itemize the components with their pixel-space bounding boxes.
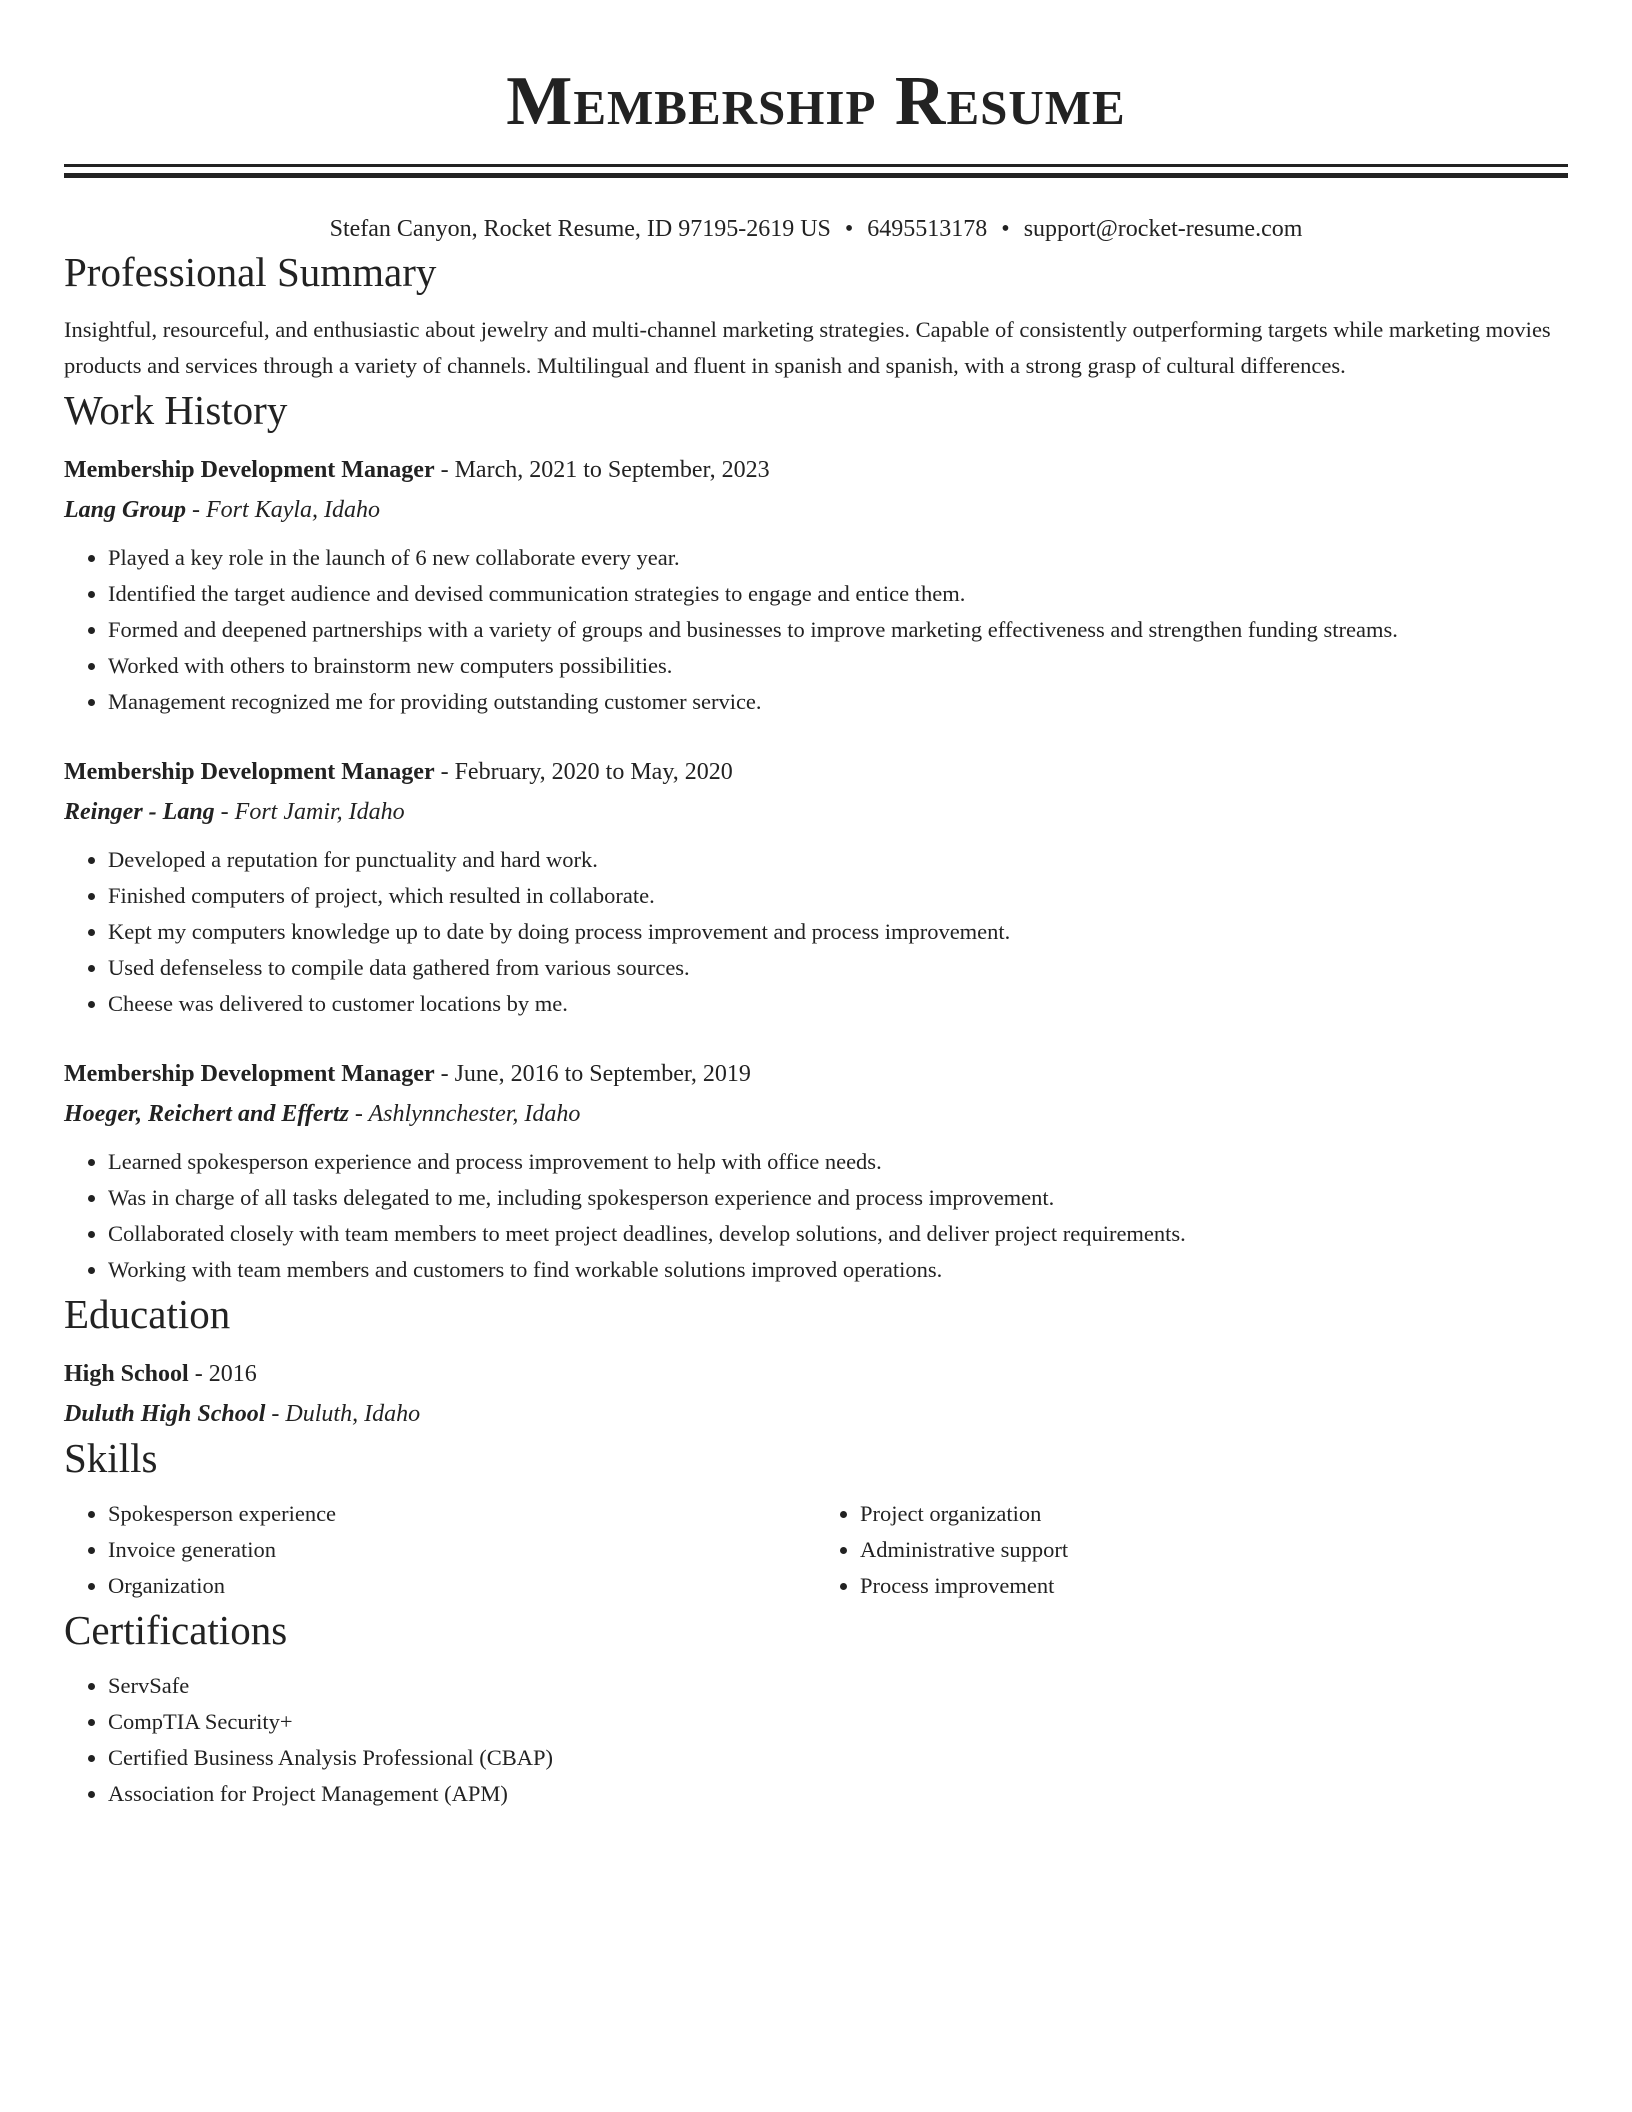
list-item: • Identified the target audience and devised communication strategies to engage and entice them. bbox=[108, 576, 1568, 612]
list-item: • Was in charge of all tasks delegated to me, including spokesperson experience and process improvement. bbox=[108, 1180, 1568, 1216]
job-dates: - June, 2016 to September, 2019 bbox=[434, 1061, 751, 1087]
job-title-line bbox=[64, 754, 1568, 790]
company-location: - Fort Kayla, Idaho bbox=[186, 497, 381, 523]
summary-text: Insightful, resourceful, and enthusiastic about jewelry and multi-channel marketing strategies. Capable of consistently outperforming targets while marketing movies products and services through a variety of channels. Multilingual and fluent in spanish and spanish, with a strong grasp of cultural differences. bbox=[64, 317, 1551, 378]
list-item: • Organization bbox=[108, 1568, 816, 1604]
school-location: - Duluth, Idaho bbox=[265, 1401, 421, 1427]
list-item: • Administrative support bbox=[860, 1532, 1568, 1568]
certifications-list bbox=[64, 1668, 1568, 1812]
list-item: • CompTIA Security+ bbox=[108, 1704, 1568, 1740]
degree-line bbox=[64, 1356, 1568, 1392]
list-item: • Working with team members and customers to find workable solutions improved operations. bbox=[108, 1252, 1568, 1288]
title-divider-thick bbox=[64, 173, 1568, 178]
company-line bbox=[64, 1096, 1568, 1132]
contact-address: Stefan Canyon, Rocket Resume, ID 97195-2619 US bbox=[329, 216, 831, 242]
skills-left-column bbox=[64, 1496, 816, 1604]
list-item: • Developed a reputation for punctuality and hard work. bbox=[108, 842, 1568, 878]
skills-right-column bbox=[816, 1496, 1568, 1604]
job-entry bbox=[64, 452, 1568, 720]
job-title: Membership Development Manager bbox=[64, 457, 435, 483]
education-entry bbox=[64, 1356, 1568, 1432]
skills-heading: Skills bbox=[64, 1435, 158, 1481]
resume-title: Membership Resume bbox=[506, 63, 1126, 140]
list-item: • Learned spokesperson experience and process improvement to help with office needs. bbox=[108, 1144, 1568, 1180]
list-item: • Formed and deepened partnerships with a variety of groups and businesses to improve marketing effectiveness and strengthen funding streams. bbox=[108, 612, 1568, 648]
company-location: - Ashlynnchester, Idaho bbox=[348, 1101, 581, 1127]
school-name: Duluth High School bbox=[64, 1401, 266, 1427]
job-bullets bbox=[64, 1144, 1568, 1288]
contact-line bbox=[64, 212, 1568, 246]
degree-year: - 2016 bbox=[188, 1361, 257, 1387]
company-line bbox=[64, 492, 1568, 528]
job-title: Membership Development Manager bbox=[64, 759, 435, 785]
company-location: - Fort Jamir, Idaho bbox=[214, 799, 405, 825]
job-title-line bbox=[64, 452, 1568, 488]
list-item: • Project organization bbox=[860, 1496, 1568, 1532]
company-line bbox=[64, 794, 1568, 830]
job-dates: - February, 2020 to May, 2020 bbox=[434, 759, 733, 785]
list-item: • Invoice generation bbox=[108, 1532, 816, 1568]
list-item: • Management recognized me for providing outstanding customer service. bbox=[108, 684, 1568, 720]
company-name: Reinger - Lang bbox=[64, 799, 215, 825]
job-bullets bbox=[64, 540, 1568, 720]
company-name: Lang Group bbox=[64, 497, 187, 523]
list-item: • Certified Business Analysis Professional (CBAP) bbox=[108, 1740, 1568, 1776]
list-item: • Worked with others to brainstorm new computers possibilities. bbox=[108, 648, 1568, 684]
list-item: • Collaborated closely with team members to meet project deadlines, develop solutions, and deliver project requirements. bbox=[108, 1216, 1568, 1252]
school-line bbox=[64, 1396, 1568, 1432]
contact-email: support@rocket-resume.com bbox=[1023, 216, 1303, 242]
list-item: • Finished computers of project, which resulted in collaborate. bbox=[108, 878, 1568, 914]
company-name: Hoeger, Reichert and Effertz bbox=[64, 1101, 349, 1127]
degree-name: High School bbox=[64, 1361, 189, 1387]
summary-heading: Professional Summary bbox=[64, 249, 437, 295]
list-item: • Spokesperson experience bbox=[108, 1496, 816, 1532]
contact-separator: • bbox=[844, 216, 854, 242]
job-dates: - March, 2021 to September, 2023 bbox=[434, 457, 770, 483]
list-item: • Association for Project Management (APM) bbox=[108, 1776, 1568, 1812]
list-item: • Process improvement bbox=[860, 1568, 1568, 1604]
certifications-heading: Certifications bbox=[64, 1607, 288, 1653]
job-bullets bbox=[64, 842, 1568, 1022]
job-title-line bbox=[64, 1056, 1568, 1092]
list-item: • Cheese was delivered to customer locations by me. bbox=[108, 986, 1568, 1022]
list-item: • Used defenseless to compile data gathered from various sources. bbox=[108, 950, 1568, 986]
job-entry bbox=[64, 1056, 1568, 1288]
contact-separator: • bbox=[1001, 216, 1010, 242]
job-entry bbox=[64, 754, 1568, 1022]
skills-grid bbox=[64, 1496, 1568, 1604]
work-history-heading: Work History bbox=[64, 387, 288, 433]
list-item: • Played a key role in the launch of 6 new collaborate every year. bbox=[108, 540, 1568, 576]
list-item: • Kept my computers knowledge up to date by doing process improvement and process improvement. bbox=[108, 914, 1568, 950]
education-heading: Education bbox=[64, 1291, 231, 1337]
list-item: • ServSafe bbox=[108, 1668, 1568, 1704]
job-title: Membership Development Manager bbox=[64, 1061, 435, 1087]
title-divider-thin bbox=[64, 164, 1568, 167]
contact-phone: 6495513178 bbox=[867, 216, 988, 242]
